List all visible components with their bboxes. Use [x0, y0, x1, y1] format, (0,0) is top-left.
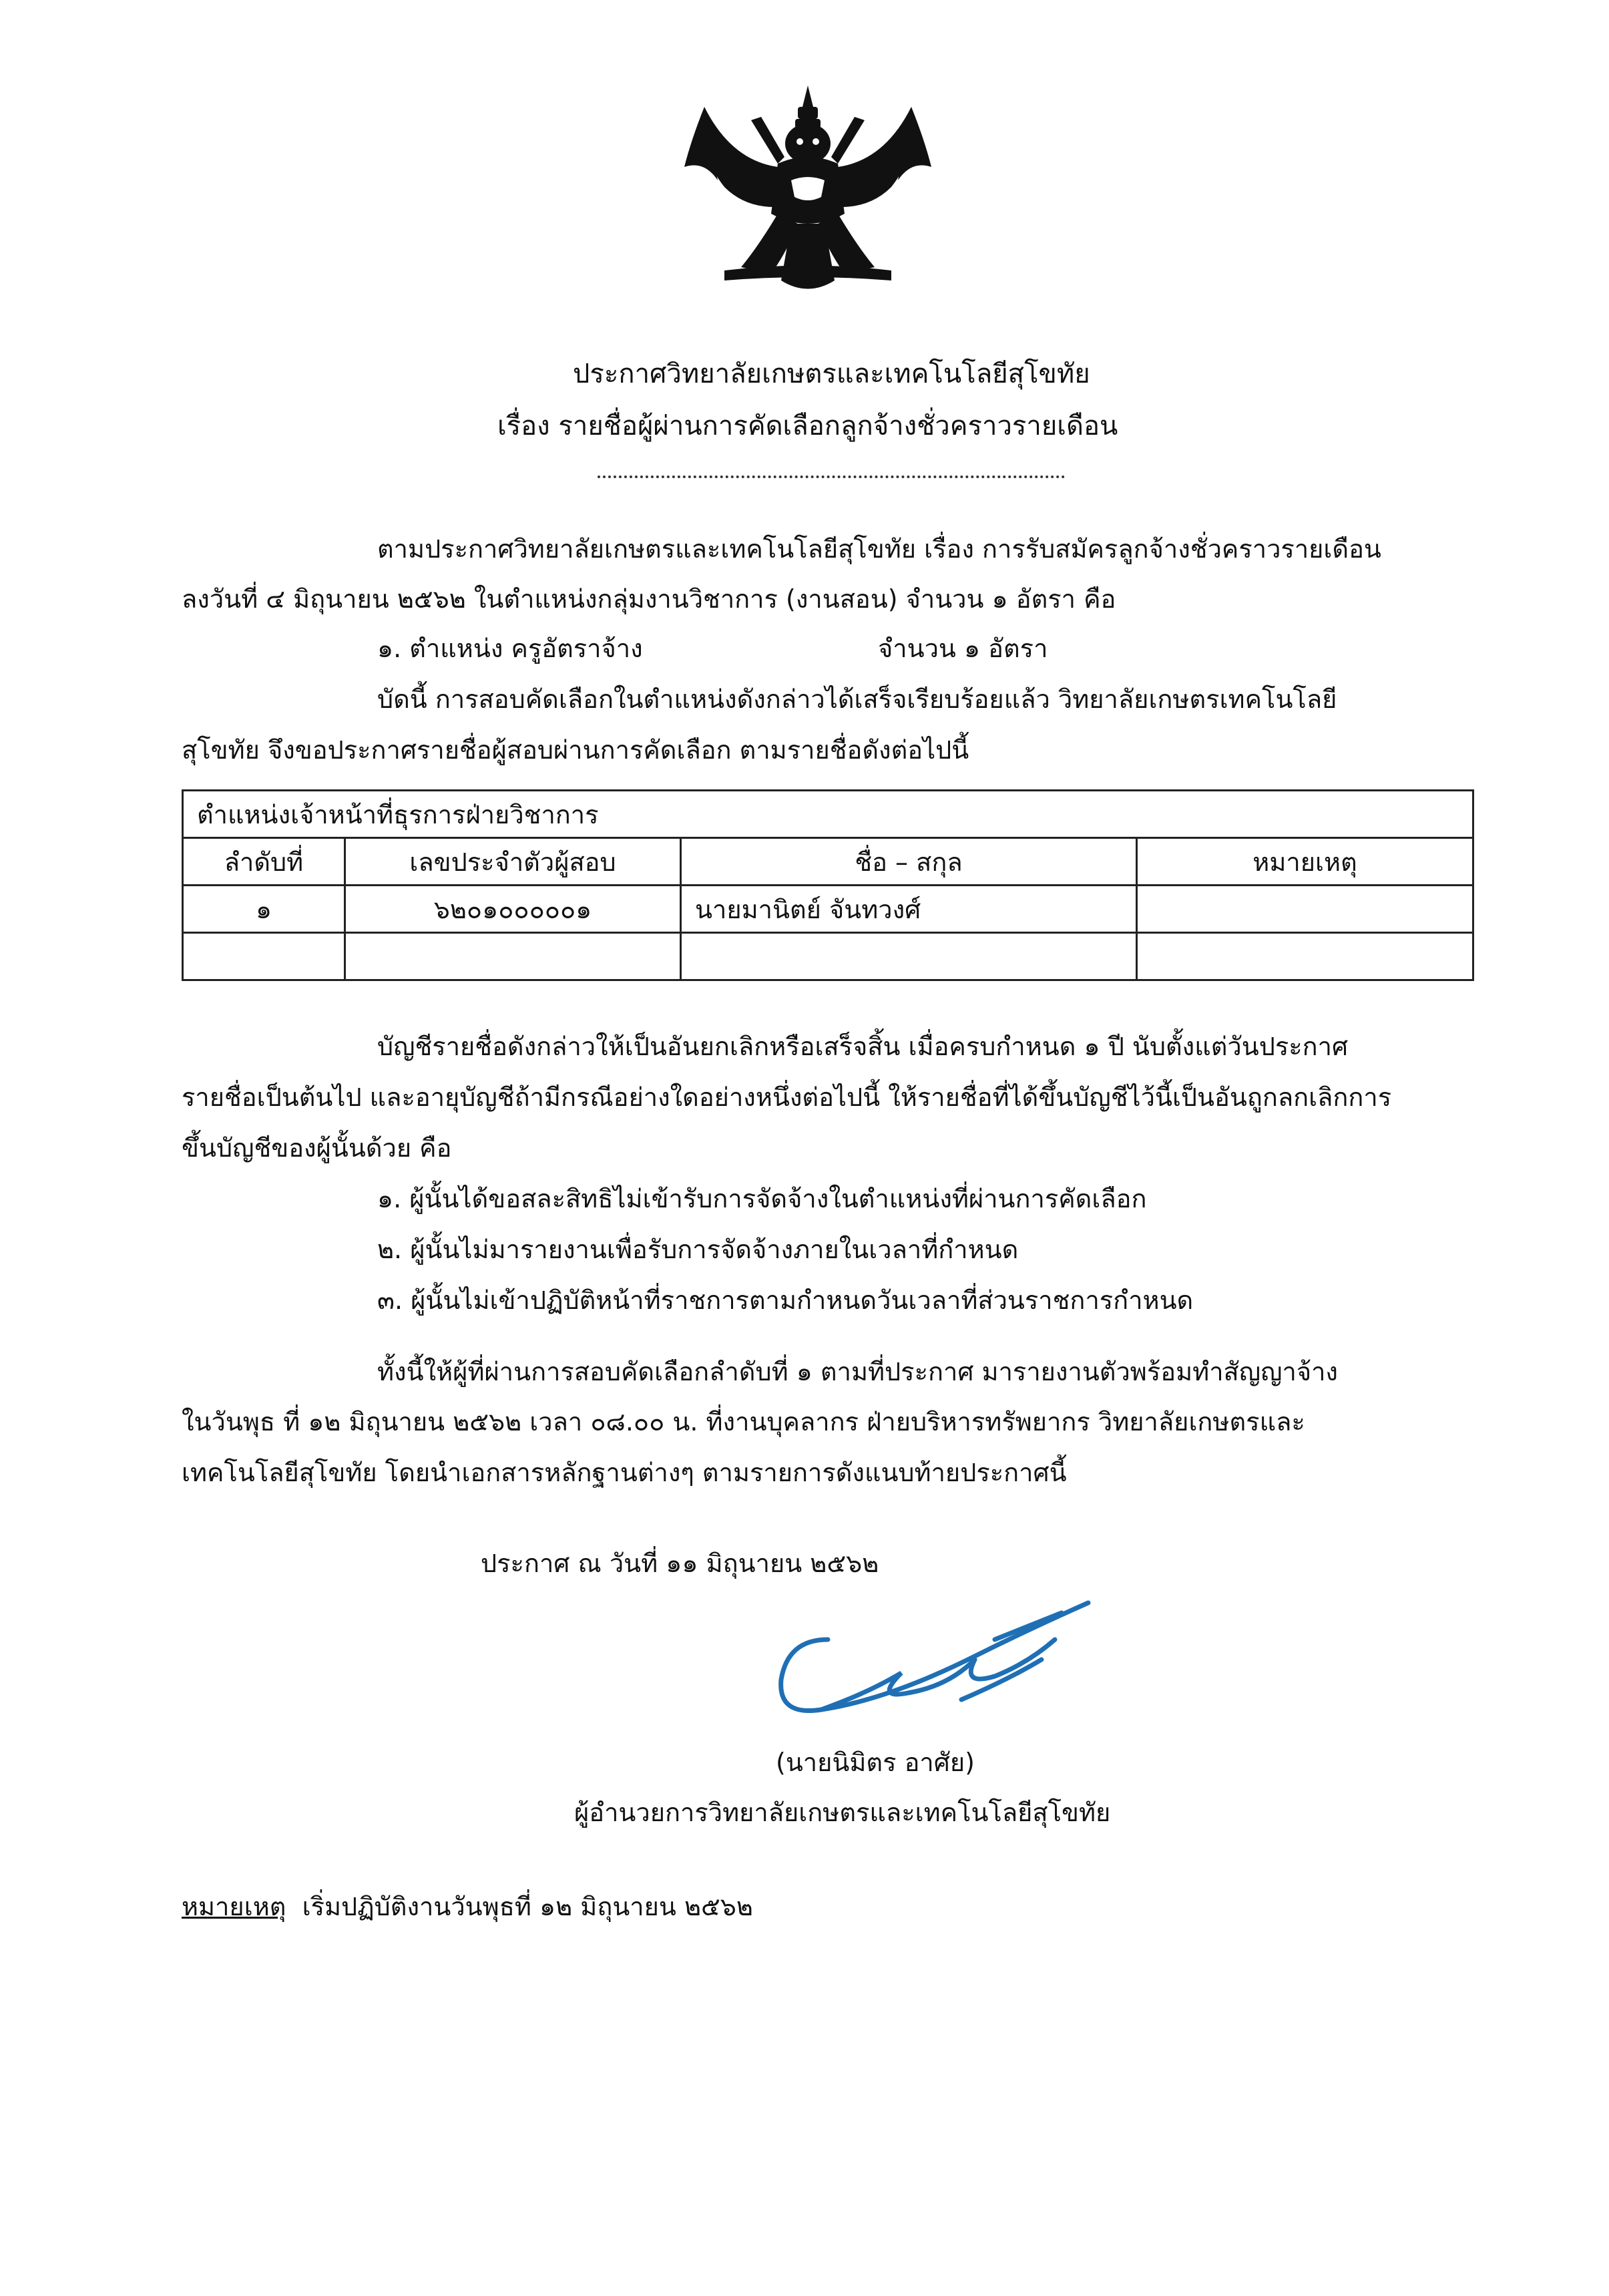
- position-item: ๑. ตำแหน่ง ครูอัตราจ้าง: [377, 634, 643, 663]
- subject-line: เรื่อง รายชื่อผู้ผ่านการคัดเลือกลูกจ้างชั่วคราวรายเดือน: [497, 411, 1118, 441]
- para2-line2: สุโขทัย จึงขอประกาศรายชื่อผู้สอบผ่านการคัดเลือก ตามรายชื่อดังต่อไปนี้: [182, 735, 969, 765]
- signer-title: ผู้อำนวยการวิทยาลัยเกษตรและเทคโนโลยีสุโขทัย: [574, 1798, 1111, 1827]
- signature-graphic: [774, 1599, 1095, 1740]
- para1-line1: ตามประกาศวิทยาลัยเกษตรและเทคโนโลยีสุโขทัย เรื่อง การรับสมัครลูกจ้างชั่วคราวรายเดือน: [377, 534, 1381, 564]
- cell-name: นายมานิตย์ จันทวงศ์: [681, 886, 1137, 933]
- para4-line2: ในวันพุธ ที่ ๑๒ มิถุนายน ๒๕๖๒ เวลา ๐๘.๐๐ น. ที่งานบุคลากร ฝ่ายบริหารทรัพยากร วิทยาลัยเกษตรและ: [182, 1407, 1305, 1437]
- para3-line3: ขึ้นบัญชีของผู้นั้นด้วย คือ: [182, 1133, 452, 1163]
- announce-date: ประกาศ ณ วันที่ ๑๑ มิถุนายน ๒๕๖๒: [481, 1549, 879, 1578]
- footnote-text: เริ่มปฏิบัติงานวันพุธที่ ๑๒ มิถุนายน ๒๕๖๒: [302, 1892, 753, 1921]
- para3-line2: รายชื่อเป็นต้นไป และอายุบัญชีถ้ามีกรณีอย่างใดอย่างหนึ่งต่อไปนี้ ให้รายชื่อที่ได้ขึ้นบัญชีไว้นี้เป็นอันถูกลกเลิกการ: [182, 1083, 1392, 1112]
- footnote: [182, 1894, 753, 1919]
- cell-exam-id: [345, 933, 681, 980]
- col-header-exam-id: เลขประจำตัวผู้สอบ: [345, 838, 681, 886]
- cell-remark: [1137, 886, 1473, 933]
- condition-item: ๑. ผู้นั้นได้ขอสละสิทธิไม่เข้ารับการจัดจ้างในตำแหน่งที่ผ่านการคัดเลือก: [377, 1184, 1147, 1213]
- col-header-name: ชื่อ – สกุล: [681, 838, 1137, 886]
- dotted-separator: [598, 475, 1065, 478]
- condition-item: ๒. ผู้นั้นไม่มารายงานเพื่อรับการจัดจ้างภายในเวลาที่กำหนด: [377, 1235, 1019, 1264]
- footnote-label: หมายเหตุ: [182, 1892, 286, 1921]
- table-row: [183, 933, 1473, 980]
- table-row: [183, 886, 1473, 933]
- condition-item: ๓. ผู้นั้นไม่เข้าปฏิบัติหน้าที่ราชการตามกำหนดวันเวลาที่ส่วนราชการกำหนด: [377, 1286, 1194, 1315]
- cell-remark: [1137, 933, 1473, 980]
- para3-line1: บัญชีรายชื่อดังกล่าวให้เป็นอันยกเลิกหรือเสร็จสิ้น เมื่อครบกำหนด ๑ ปี นับตั้งแต่วันประกาศ: [377, 1032, 1349, 1061]
- signer-name: (นายนิมิตร อาศัย): [776, 1748, 975, 1777]
- para1-line2: ลงวันที่ ๔ มิถุนายน ๒๕๖๒ ในตำแหน่งกลุ่มงานวิชาการ (งานสอน) จำนวน ๑ อัตรา คือ: [182, 584, 1116, 614]
- position-count: จำนวน ๑ อัตรา: [878, 634, 1048, 663]
- para4-line1: ทั้งนี้ให้ผู้ที่ผ่านการสอบคัดเลือกลำดับที่ ๑ ตามที่ประกาศ มารายงานตัวพร้อมทำสัญญาจ้าง: [377, 1357, 1338, 1386]
- cell-exam-id: ๖๒๐๑๐๐๐๐๐๑: [345, 886, 681, 933]
- garuda-emblem: [678, 80, 938, 301]
- para4-line3: เทคโนโลยีสุโขทัย โดยนำเอกสารหลักฐานต่างๆ ตามรายการดังแนบท้ายประกาศนี้: [182, 1458, 1067, 1487]
- col-header-order: ลำดับที่: [183, 838, 345, 886]
- cell-name: [681, 933, 1137, 980]
- results-table: [182, 789, 1474, 981]
- para2-line1: บัดนี้ การสอบคัดเลือกในตำแหน่งดังกล่าวได้เสร็จเรียบร้อยแล้ว วิทยาลัยเกษตรเทคโนโลยี: [377, 685, 1337, 714]
- cell-order: ๑: [183, 886, 345, 933]
- table-header-row: [183, 838, 1473, 886]
- issuer-line: ประกาศวิทยาลัยเกษตรและเทคโนโลยีสุโขทัย: [573, 359, 1090, 389]
- table-group-row: [183, 791, 1473, 838]
- col-header-remark: หมายเหตุ: [1137, 838, 1473, 886]
- cell-order: [183, 933, 345, 980]
- table-group-title: ตำแหน่งเจ้าหน้าที่ธุรการฝ่ายวิชาการ: [183, 791, 1473, 838]
